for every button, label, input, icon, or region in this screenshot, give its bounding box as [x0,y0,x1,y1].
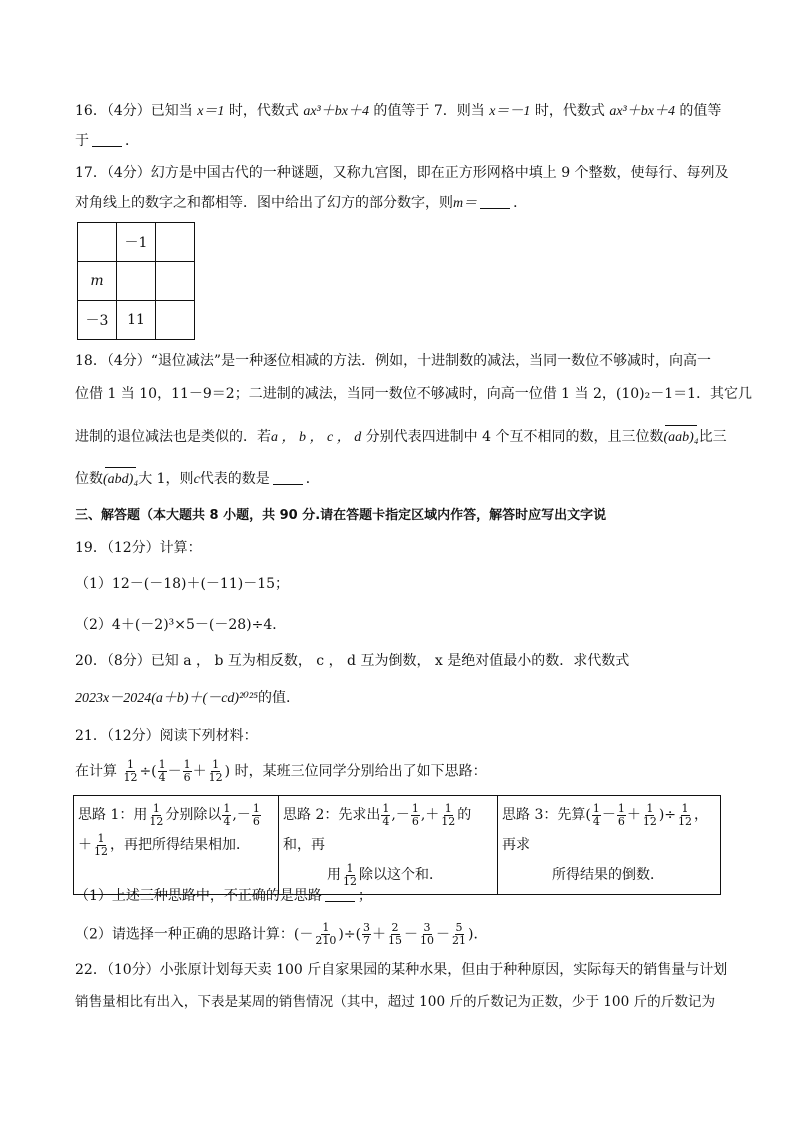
q18-line3: 进制的退位减法也是类似的．若a ， b ， c ， d 分别代表四进制中 4 个互不相同的数，且三位数(aab)₄比三 [75,427,727,448]
answer-blank[interactable] [325,887,355,902]
q20-line2: 2023x－2024(a＋b)＋(－cd)²⁰²⁵的值. [75,690,291,706]
grid-cell [156,223,195,262]
idea-1-cell: 思路 1：用 $\frac{1}{12}$ 分别除以 $\frac{1}{4}$ ,－ $\frac{1}{6}$ ＋ $\frac{1}{12}$ ，再把所得结果相加． [74,796,279,895]
q22-line1: 22．（10分）小张原计划每天卖 100 斤自家果园的某种水果，但由于种种原因，实际每天的销售量与计划 [75,962,728,978]
grid-cell: －1 [117,223,156,262]
q16-cond1: x＝1 [197,104,225,119]
overline-number: (abd)₄ [103,470,138,490]
grid-cell: m [78,262,117,301]
q19-part2: （2）4＋(－2)³×5－(－28)÷4． [75,617,287,633]
q21-part1: （1）上述三种思路中，不正确的是思路 ； [75,888,372,904]
q18-line1: 18．（4分）“退位减法”是一种逐位相减的方法．例如，十进制数的减法，当同一数位不够减时，向高一 [75,353,712,369]
ideas-table [73,795,721,895]
fraction: $\frac{1}{12}$ [123,758,138,784]
magic-square-grid [77,222,195,340]
overline-number: (aab)₄ [663,428,698,448]
grid-cell: －3 [78,301,117,340]
answer-blank[interactable] [480,194,510,209]
q22-line2: 销售量相比有出入，下表是某周的销售情况（其中，超过 100 斤的斤数记为正数，少于 100 斤的斤数记为 [75,994,716,1010]
grid-cell: 11 [117,301,156,340]
idea-3-cell: 思路 3：先算( $\frac{1}{4}$ － $\frac{1}{6}$ ＋ $\frac{1}{12}$ )÷ $\frac{1}{12}$ ，再求 所得结果的倒数． [498,796,721,895]
section-heading: 三、解答题（本大题共 8 小题，共 90 分.请在答题卡指定区域内作答，解答时应写出文字说 [75,508,607,523]
grid-cell [78,223,117,262]
q20-line1: 20．（8分）已知 a ， b 互为相反数， c ， d 互为倒数， x 是绝对值最小的数．求代数式 [75,653,630,669]
q18-line2: 位借 1 当 10，11－9＝2；二进制的减法，当同一数位不够减时，向高一位借 1 当 2，(10)₂－1＝1．其它几 [75,386,753,402]
answer-blank[interactable] [273,470,303,485]
q16-line1: 16．（4分）已知当 x＝1 时，代数式 ax³＋bx＋4 的值等于 7．则当 x＝－1 时，代数式 ax³＋bx＋4 的值等 [75,103,722,119]
idea-2-cell: 思路 2：先求出 $\frac{1}{4}$ ,－ $\frac{1}{6}$ ,＋ $\frac{1}{12}$ 的和，再 用 $\frac{1}{12}$ 除以这个和． [279,796,498,895]
q19-part1: （1）12－(－18)＋(－11)－15； [75,576,290,592]
q17-line1: 17．（4分）幻方是中国古代的一种谜题，又称九宫图，即在正方形网格中填上 9 个整数，使每行、每列及 [75,165,729,181]
q17-line2: 对角线上的数字之和都相等．图中给出了幻方的部分数字，则m＝ ． [75,195,528,211]
grid-cell [156,262,195,301]
q16-expr: ax³＋bx＋4 [303,104,369,119]
grid-cell [156,301,195,340]
q21-line1: 21．（12分）阅读下列材料： [75,728,258,744]
q18-line4: 位数(abd)₄大 1，则c代表的数是 ． [75,469,320,490]
q19-line1: 19．（12分）计算： [75,540,202,556]
q21-intro: 在计算 $\frac{1}{12}$ ÷( $\frac{1}{4}$ － $\frac{1}{6}$ ＋ $\frac{1}{12}$ ) 时，某班三位同学分别给出了如下思路： [75,758,487,784]
q16-line2: 于 ． [75,133,139,149]
q21-part2: （2）请选择一种正确的思路计算：(－ $\frac{1}{210}$ )÷( $\frac{3}{7}$ ＋ $\frac{2}{15}$ － $\frac{3}{10}$ － $\frac{5}{21}$ )． [75,921,488,947]
grid-cell [117,262,156,301]
answer-blank[interactable] [92,132,122,147]
